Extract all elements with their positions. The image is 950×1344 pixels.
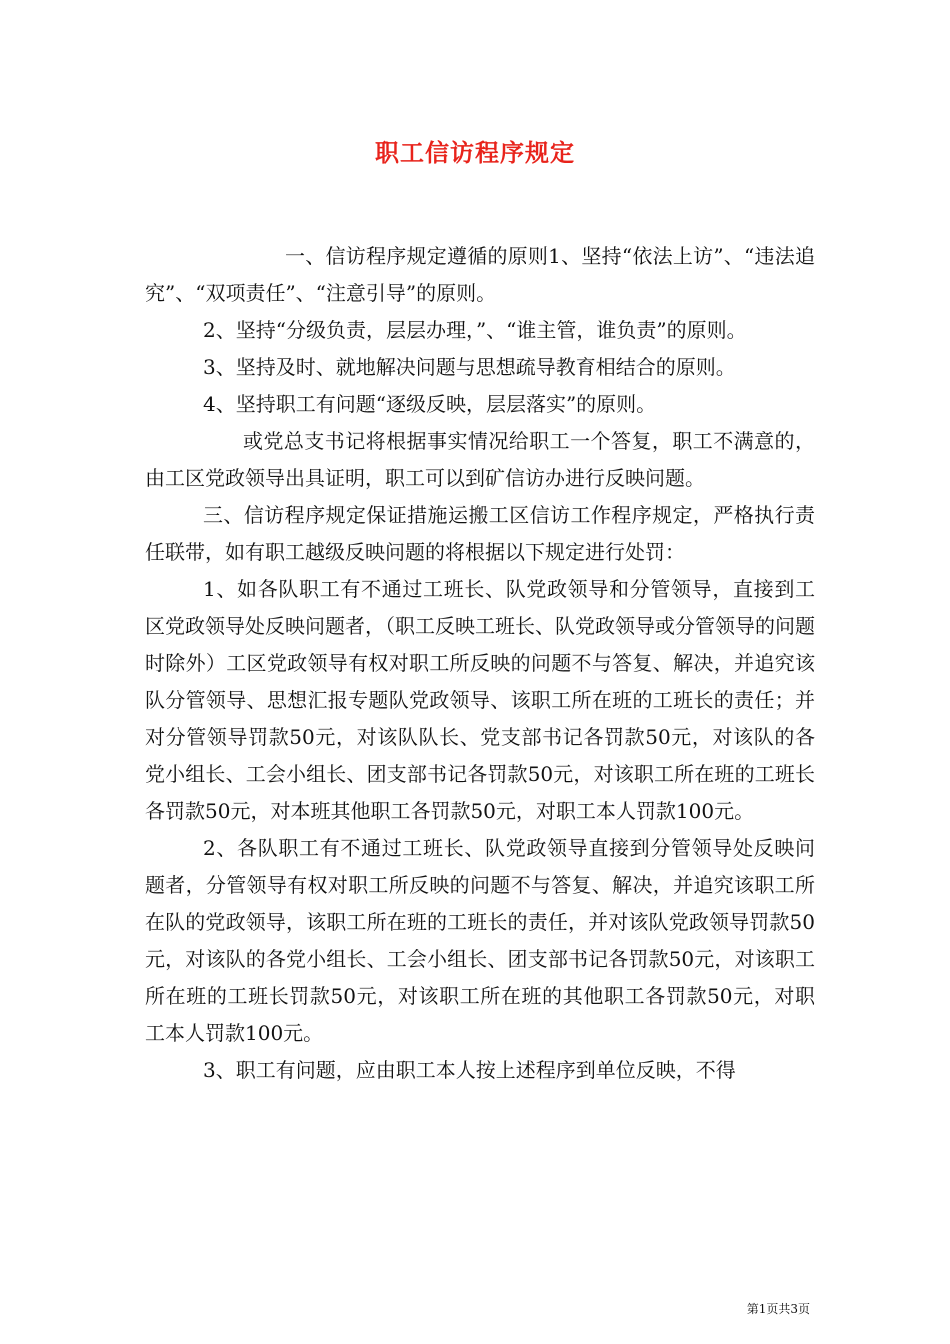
paragraph-principles-intro: 一、信访程序规定遵循的原则1、坚持“依法上访”、“违法追究”、“双项责任”、“注意引导”的原则。 [145, 244, 815, 305]
paragraph-penalty-1: 1、如各队职工有不通过工班长、队党政领导和分管领导，直接到工区党政领导处反映问题者，（职工反映工班长、队党政领导或分管领导的问题时除外）工区党政领导有权对职工所反映的问题不与答复、解决，并追究该队分管领导、思想汇报专题队党政领导、该职工所在班的工班长的责任；并对分管领导罚款50元，对该队队长、党支部书记各罚款50元，对该队的各党小组长、工会小组长、团支部书记各罚款50元，对该职工所在班的工班长各罚款50元，对本班其他职工各罚款50元，对职工本人罚款100元。 [145, 577, 815, 823]
paragraph-principle-3: 3、坚持及时、就地解决问题与思想疏导教育相结合的原则。 [203, 355, 736, 379]
page-title: 职工信访程序规定 [375, 138, 575, 167]
paragraph-principle-2: 2、坚持“分级负责，层层办理，”、“谁主管，谁负责”的原则。 [203, 318, 747, 342]
document-body [145, 238, 815, 1089]
page-number: 第1页共3页 [746, 1302, 810, 1316]
paragraph-penalty-3: 3、职工有问题，应由职工本人按上述程序到单位反映，不得 [203, 1058, 736, 1082]
paragraph-penalty-2: 2、各队职工有不通过工班长、队党政领导直接到分管领导处反映问题者，分管领导有权对职工所反映的问题不与答复、解决，并追究该职工所在队的党政领导，该职工所在班的工班长的责任，并对该队党政领导罚款50元，对该队的各党小组长、工会小组长、团支部书记各罚款50元，对该职工所在班的工班长罚款50元，对该职工所在班的其他职工各罚款50元，对职工本人罚款100元。 [145, 836, 815, 1045]
paragraph-measures: 三、信访程序规定保证措施运搬工区信访工作程序规定，严格执行责任联带，如有职工越级反映问题的将根据以下规定进行处罚： [145, 503, 815, 564]
paragraph-principle-4: 4、坚持职工有问题“逐级反映，层层落实”的原则。 [203, 392, 657, 416]
paragraph-reply: 或党总支书记将根据事实情况给职工一个答复，职工不满意的，由工区党政领导出具证明，职工可以到矿信访办进行反映问题。 [145, 429, 815, 490]
